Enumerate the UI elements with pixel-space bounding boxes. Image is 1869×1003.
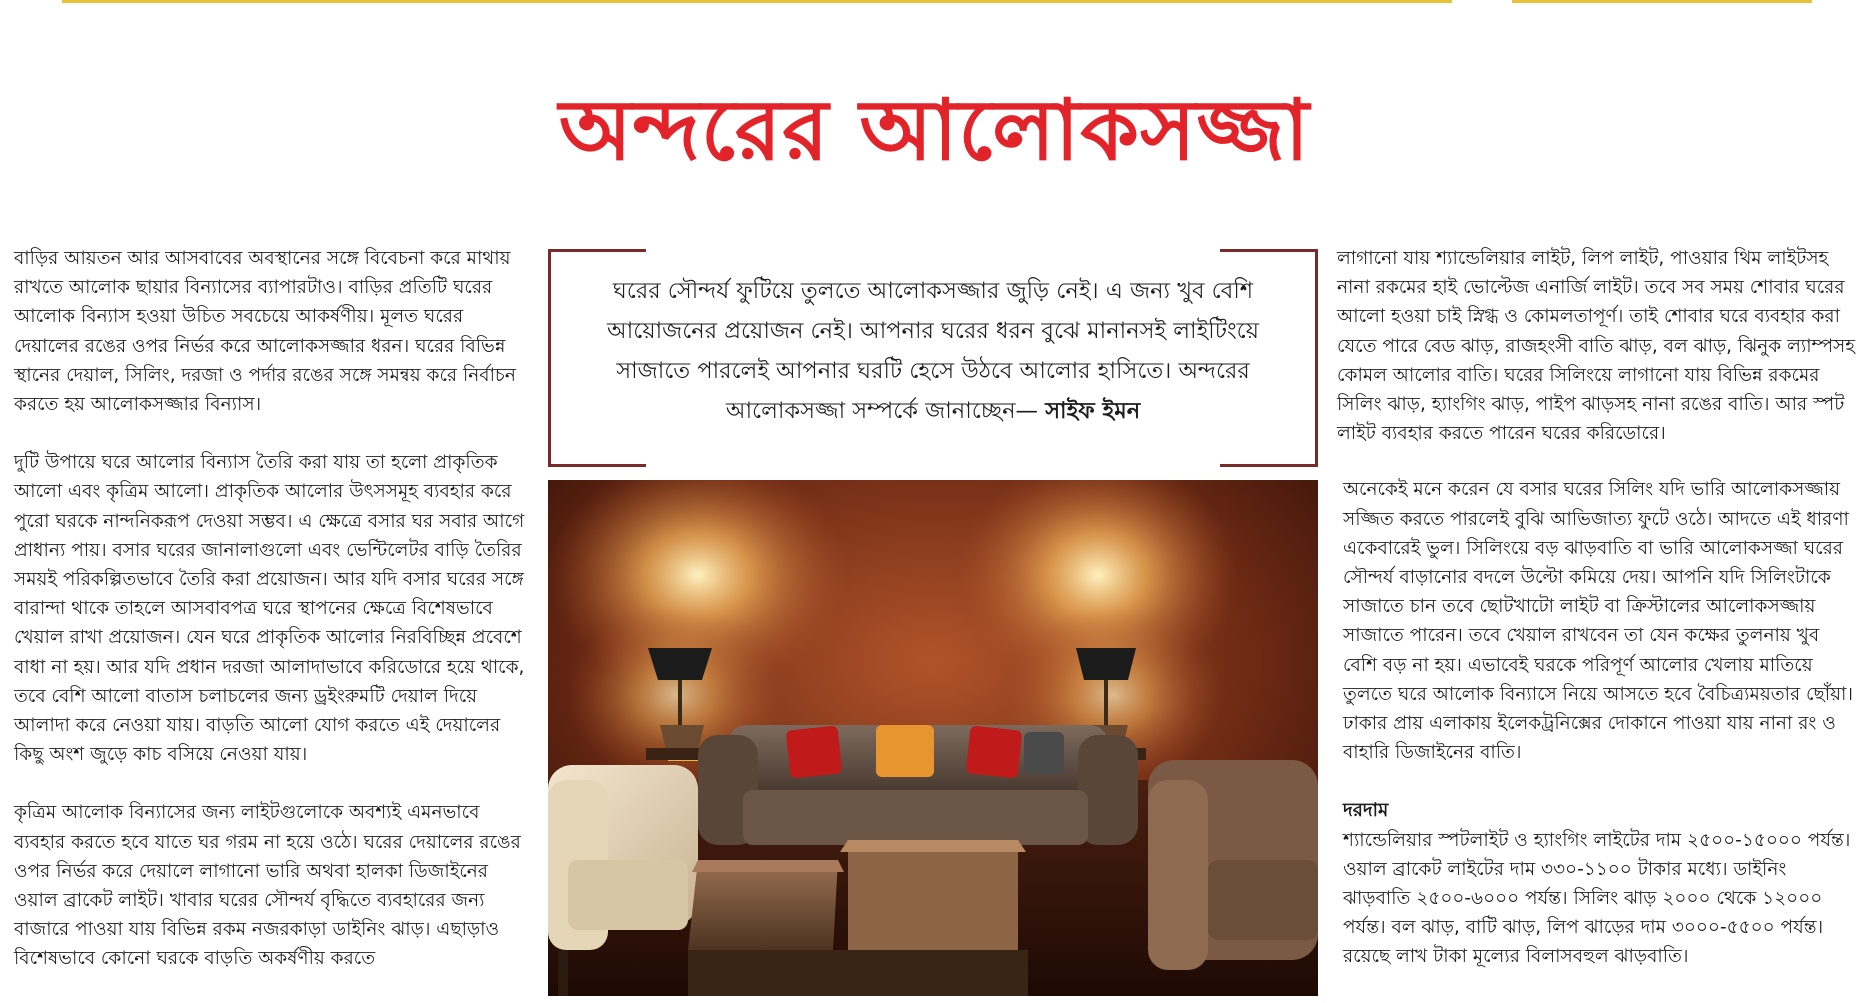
coffee-table <box>688 840 1028 996</box>
price-section <box>1337 796 1855 971</box>
top-rule-right <box>1512 0 1812 3</box>
left-column <box>14 244 526 1003</box>
article-headline: অন্দরের আলোকসজ্জা <box>558 80 1310 179</box>
left-paragraph-1: বাড়ির আয়তন আর আসবাবের অবস্থানের সঙ্গে বিবেচনা করে মাথায় রাখতে আলোক ছায়ার বিন্যাসের ব্যাপারটাও। বাড়ির প্রতিটি ঘরের আলোক বিন্যাস হওয়া উচিত সবচেয়ে আকর্ষণীয়। মূলত ঘরের দেয়ালের রঙের ওপর নির্ভর করে আলোকসজ্জার ধরন। ঘরের বিভিন্ন স্থানের দেয়াল, সিলিং, দরজা ও পর্দার রঙের সঙ্গে সমন্বয় করে নির্বাচন করতে হয় আলোকসজ্জার বিন্যাস। <box>14 248 516 416</box>
right-paragraph-1: লাগানো যায় শ্যান্ডেলিয়ার লাইট, লিপ লাইট, পাওয়ার থিম লাইটসহ নানা রকমের হাই ভোল্টেজ এনার্জি লাইট। তবে সব সময় শোবার ঘরের আলো হওয়া চাই স্নিগ্ধ ও কোমলতাপূর্ণ। তাই শোবার ঘরে ব্যবহার করা যেতে পারে বেড ঝাড়, রাজহংসী বাতি ঝাড়, বল ঝাড়, ঝিনুক ল্যাম্পসহ কোমল আলোর বাতি। ঘরের সিলিংয়ে লাগানো যায় বিভিন্ন রকমের সিলিং ঝাড়, হ্যাংগিং ঝাড়, পাইপ ঝাড়সহ নানা রঙের বাতি। আর স্পট লাইট ব্যবহার করতে পারেন ঘরের করিডোরে। <box>1337 248 1855 445</box>
living-room-photo <box>548 480 1318 996</box>
price-text: শ্যান্ডেলিয়ার স্পটলাইট ও হ্যাংগিং লাইটের দাম ২৫০০-১৫০০০ পর্যন্ত। ওয়াল ব্রাকেট লাইটের দাম ৩৩০-১১০০ টাকার মধ্যে। ডাইনিং ঝাড়বাতি ২৫০০-৬০০০ পর্যন্ত। সিলিং ঝাড় ২০০০ থেকে ১২০০০ পর্যন্ত। বল ঝাড়, বাটি ঝাড়, লিপ ঝাড়ের দাম ৩০০০-৫৫০০ পর্যন্ত। রয়েছে লাখ টাকা মূল্যের বিলাসবহুল ঝাড়বাতি। <box>1343 829 1851 968</box>
intro-body: ঘরের সৌন্দর্য ফুটিয়ে তুলতে আলোকসজ্জার জুড়ি নেই। এ জন্য খুব বেশি আয়োজনের প্রয়োজন নেই। আপনার ঘরের ধরন বুঝে মানানসই লাইটিংয়ে সাজাতে পারলেই আপনার ঘরটি হেসে উঠবে আলোর হাসিতে। অন্দরের আলোকসজ্জা সম্পর্কে জানাচ্ছেন— <box>607 278 1259 424</box>
intro-text <box>588 271 1278 431</box>
right-column <box>1337 244 1855 972</box>
intro-box <box>548 249 1318 461</box>
left-paragraph-2: দুটি উপায়ে ঘরে আলোর বিন্যাস তৈরি করা যায় তা হলো প্রাকৃতিক আলো এবং কৃত্রিম আলো। প্রাকৃতিক আলোর উৎসসমূহ ব্যবহার করে পুরো ঘরকে নান্দনিকরূপ দেওয়া সম্ভব। এ ক্ষেত্রে বসার ঘর সবার আগে প্রাধান্য পায়। বসার ঘরের জানালাগুলো এবং ভেন্টিলেটর বাড়ি তৈরির সময়ই পরিকল্পিতভাবে তৈরি করা প্রয়োজন। আর যদি বসার ঘরের সঙ্গে বারান্দা থাকে তাহলে আসবাবপত্র ঘরে স্থাপনের ক্ষেত্রে বিশেষভাবে খেয়াল রাখা প্রয়োজন। যেন ঘরে প্রাকৃতিক আলোর নিরবিচ্ছিন্ন প্রবেশে বাধা না হয়। আর যদি প্রধান দরজা আলাদাভাবে করিডোরে হয়ে থাকে, তবে বেশি আলো বাতাস চলাচলের জন্য ড্রইংরুমটি দেয়াল দিয়ে আলাদা করে নেওয়া যায়। বাড়তি আলো যোগ করতে এই দেয়ালের কিছু অংশ জুড়ে কাচ বসিয়ে নেওয়া যায়। <box>14 452 525 766</box>
sofa <box>698 725 1138 845</box>
intro-author: সাইফ ইমন <box>1045 398 1141 424</box>
right-paragraph-2: অনেকেই মনে করেন যে বসার ঘরের সিলিং যদি ভারি আলোকসজ্জায় সজ্জিত করতে পারলেই বুঝি আভিজাত্য ফুটে ওঠে। আদতে এই ধারণা একেবারেই ভুল। সিলিংয়ে বড় ঝাড়বাতি বা ভারি আলোকসজ্জা ঘরের সৌন্দর্য বাড়ানোর বদলে উল্টো কমিয়ে দেয়। আপনি যদি সিলিংটাকে সাজাতে চান তবে ছোটখাটো লাইট বা ক্রিস্টালের আলোকসজ্জায় সাজাতে পারেন। তবে খেয়াল রাখবেন তা যেন কক্ষের তুলনায় খুব বেশি বড় না হয়। এভাবেই ঘরকে পরিপূর্ণ আলোর খেলায় মাতিয়ে তুলতে ঘরে আলোক বিন্যাসে নিয়ে আসতে হবে বৈচিত্র্যময়তার ছোঁয়া। ঢাকার প্রায় এলাকায় ইলেকট্রনিক্সের দোকানে পাওয়া যায় নানা রং ও বাহারি ডিজাইনের বাতি। <box>1343 479 1853 764</box>
left-paragraph-3: কৃত্রিম আলোক বিন্যাসের জন্য লাইটগুলোকে অবশ্যই এমনভাবে ব্যবহার করতে হবে যাতে ঘর গরম না হয়ে ওঠে। ঘরের দেয়ালের রঙের ওপর নির্ভর করে দেয়ালে লাগানো ভারি অথবা হালকা ডিজাইনের ওয়াল ব্রাকেট লাইট। খাবার ঘরের সৌন্দর্য বৃদ্ধিতে ব্যবহারের জন্য বাজারে পাওয়া যায় বিভিন্ন রকম নজরকাড়া ডাইনিং ঝাড়। এছাড়াও বিশেষভাবে কোনো ঘরকে বাড়তি অকর্ষণীয় করতে <box>14 802 521 970</box>
top-rule-left <box>62 0 1452 3</box>
price-heading: দরদাম <box>1343 800 1389 822</box>
armchair-right <box>1148 760 1318 970</box>
